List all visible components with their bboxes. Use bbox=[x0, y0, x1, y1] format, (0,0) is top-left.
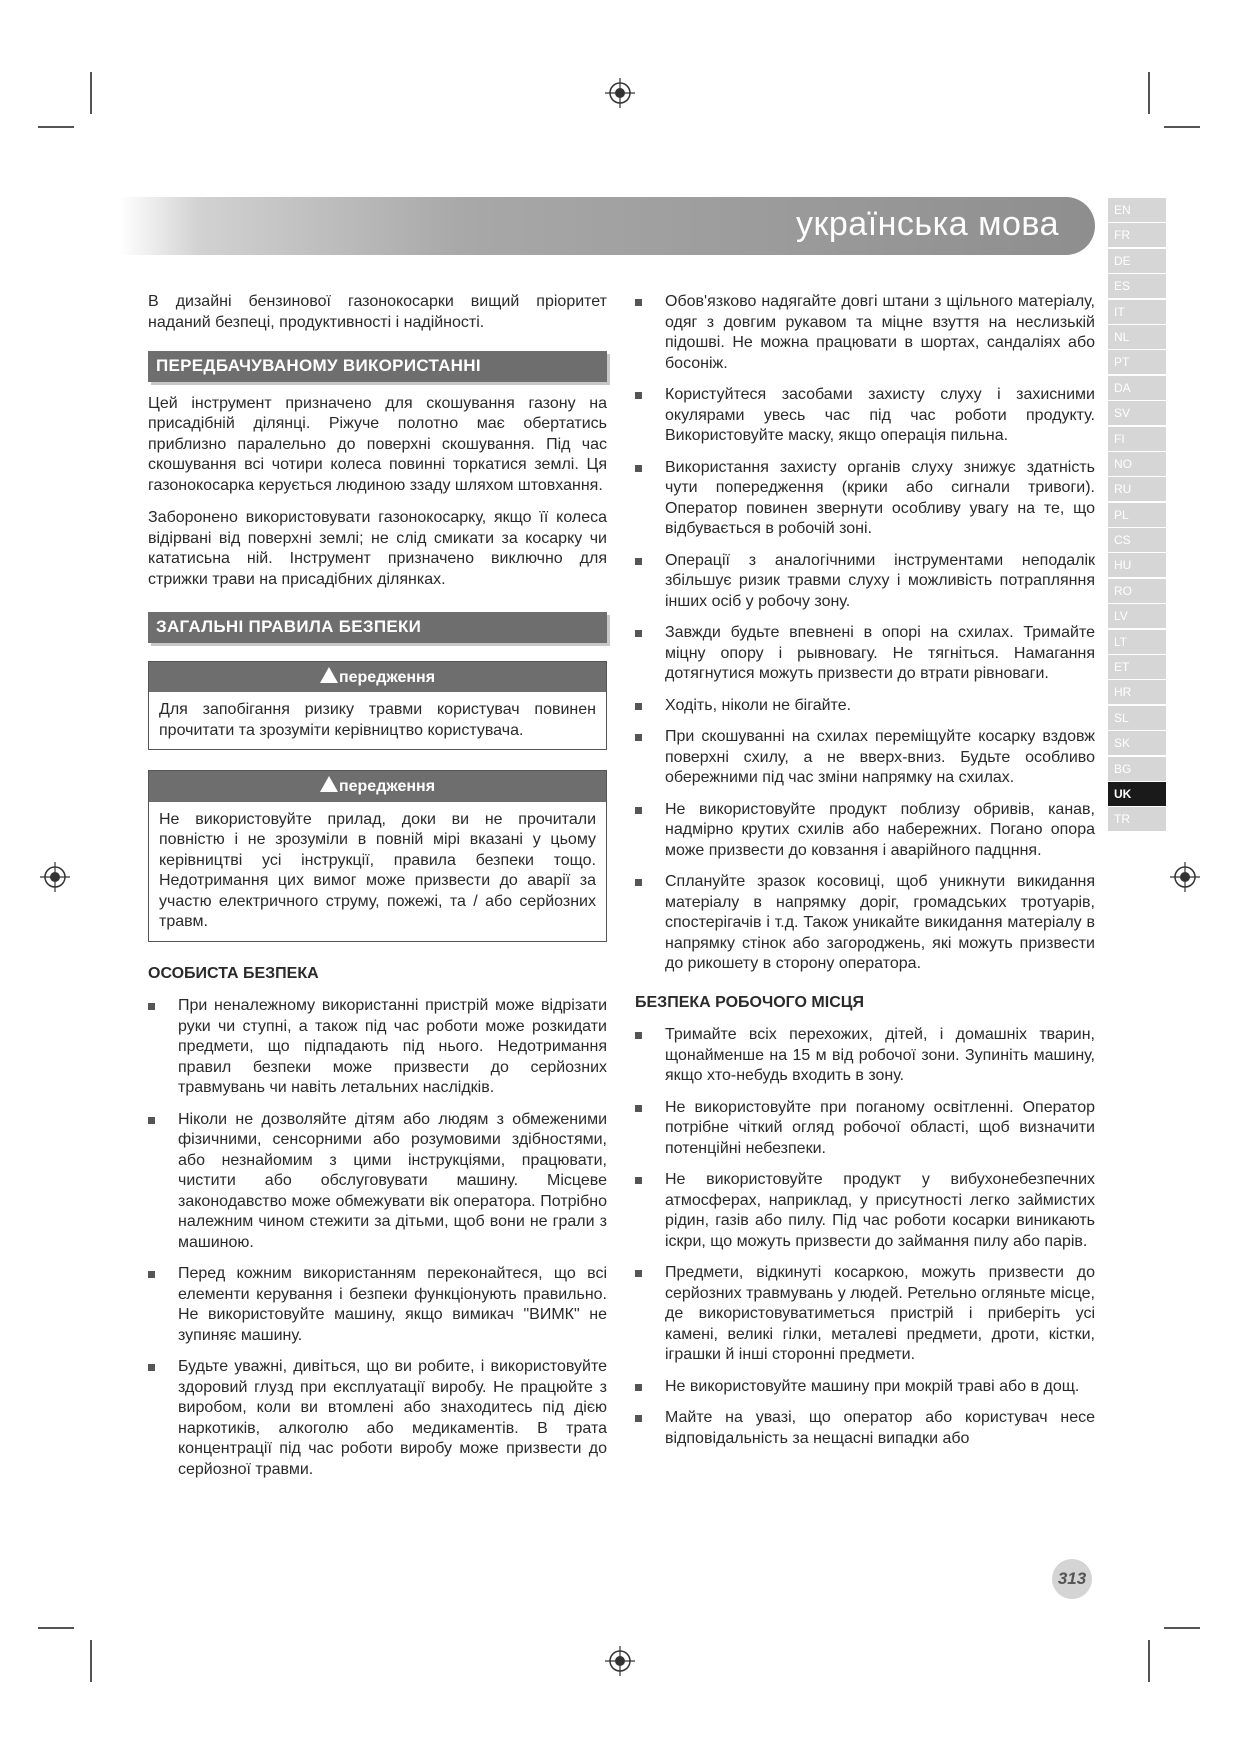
bullet-square-icon bbox=[635, 299, 642, 306]
intended-use-paragraph-1: Цей інструмент призначено для скошування газону на присадібній ділянці. Ріжуче полотно має обертатись приблизно паралельно до поверхні скошування. Під час скошування всі чотири колеса повинні торкатися землі. Ця газонокосарка керується людиною ззаду шляхом штовхання. bbox=[148, 394, 607, 494]
language-tab-hr[interactable]: HR bbox=[1108, 680, 1166, 704]
crop-mark bbox=[38, 1627, 74, 1629]
language-tab-nl[interactable]: NL bbox=[1108, 325, 1166, 349]
list-item-text: При неналежному використанні пристрій може відрізати руки чи ступні, а також під час роботи може розкидати предмети, що підпадають під нього. Недотримання правил безпеки може призвести до серйозних травмувань чи навіть летальних наслідків. bbox=[178, 997, 607, 1096]
language-tab-bar bbox=[1108, 198, 1166, 833]
list-item-text: Ходіть, ніколи не бігайте. bbox=[665, 696, 852, 714]
language-tab-no[interactable]: NO bbox=[1108, 452, 1166, 476]
list-item bbox=[635, 1025, 1095, 1087]
language-tab-fr[interactable]: FR bbox=[1108, 223, 1166, 247]
language-tab-ro[interactable]: RO bbox=[1108, 579, 1166, 603]
section-title-intended-use: ПЕРЕДБАЧУВАНОМУ ВИКОРИСТАННІ bbox=[148, 351, 607, 382]
page-number: 313 bbox=[1052, 1559, 1092, 1599]
list-item-text: При скошуванні на схилах переміщуйте косарку вздовж поверхні схилу, а не вверх-вниз. Будьте особливо обережними під час зміни напрямку на схилах. bbox=[665, 728, 1095, 786]
bullet-square-icon bbox=[635, 1032, 642, 1039]
language-tab-cs[interactable]: CS bbox=[1108, 528, 1166, 552]
language-tab-fi[interactable]: FI bbox=[1108, 427, 1166, 451]
warning-text: Не використовуйте прилад, доки ви не прочитали повністю і не зрозуміли в повній мірі вказані у цьому керівництві усі інструкції, правила безпеки тощо. Недотримання цих вимог може призвести до аварії за участю електричного струму, пожежі, та / або серйозних травм. bbox=[159, 810, 596, 930]
list-item bbox=[635, 458, 1095, 540]
subheading-workplace-safety: БЕЗПЕКА РОБОЧОГО МІСЦЯ bbox=[635, 993, 864, 1011]
list-item bbox=[148, 996, 607, 1099]
crop-mark bbox=[90, 1640, 92, 1682]
language-tab-lt[interactable]: LT bbox=[1108, 630, 1166, 654]
warning-label: передження bbox=[338, 778, 436, 795]
list-item bbox=[635, 1170, 1095, 1252]
list-item bbox=[635, 1408, 1095, 1449]
crop-mark bbox=[38, 126, 74, 128]
list-item-text: Використання захисту органів слуху знижує здатність чути попередження (крики або сигнали тривоги). Оператор повинен звернути особливу увагу на те, що відбувається в робочій зоні. bbox=[665, 458, 1095, 537]
language-tab-da[interactable]: DA bbox=[1108, 376, 1166, 400]
list-item-text: Не використовуйте продукт поблизу обривів, канав, надмірно крутих схилів або набережних. Погано опора може призвести до ковзання і аварійного падцння. bbox=[665, 800, 1095, 859]
language-tab-uk[interactable]: UK bbox=[1108, 782, 1166, 806]
list-item-text: Завжди будьте впевнені в опорі на схилах. Тримайте міцну опору і рывновагу. Не тягніться. Намагання дотягнутися можуть призвести до втрати рівноваги. bbox=[665, 624, 1095, 682]
list-item-text: Перед кожним використанням переконайтеся, що всі елементи керування і безпеки функціонують правильно. Не використовуйте машину, якщо вимикач "ВИМК" не зупиняє машину. bbox=[178, 1265, 607, 1344]
warning-header bbox=[149, 662, 606, 693]
list-item bbox=[635, 1377, 1095, 1398]
list-item bbox=[635, 800, 1095, 862]
list-item-text: Не використовуйте продукт у вибухонебезпечних атмосферах, наприклад, у присутності легко займистих рідин, газів або пилу. Під час роботи косарки виникають іскри, що можуть призвести до займання пилу або парів. bbox=[665, 1171, 1095, 1250]
left-column bbox=[148, 292, 607, 1491]
crop-mark bbox=[1164, 1627, 1200, 1629]
section-title-general-safety: ЗАГАЛЬНІ ПРАВИЛА БЕЗПЕКИ bbox=[148, 612, 607, 643]
language-tab-it[interactable]: IT bbox=[1108, 300, 1166, 324]
warning-box bbox=[148, 661, 607, 751]
list-item bbox=[635, 551, 1095, 613]
bullet-square-icon bbox=[148, 1271, 155, 1278]
language-tab-ru[interactable]: RU bbox=[1108, 477, 1166, 501]
language-header-band bbox=[120, 197, 1095, 255]
crop-mark bbox=[90, 72, 92, 114]
bullet-square-icon bbox=[635, 1177, 642, 1184]
list-item bbox=[635, 292, 1095, 374]
intro-paragraph: В дизайні бензинової газонокосарки вищий пріоритет наданий безпеці, продуктивності і надійності. bbox=[148, 293, 607, 331]
language-tab-es[interactable]: ES bbox=[1108, 274, 1166, 298]
warning-text: Для запобігання ризику травми користувач повинен прочитати та зрозуміти керівництво користувача. bbox=[159, 701, 596, 739]
bullet-square-icon bbox=[635, 807, 642, 814]
bullet-square-icon bbox=[635, 465, 642, 472]
workplace-safety-list bbox=[635, 1025, 1095, 1449]
list-item bbox=[635, 385, 1095, 447]
personal-safety-list-continued bbox=[635, 292, 1095, 975]
bullet-square-icon bbox=[635, 1415, 642, 1422]
list-item bbox=[635, 696, 1095, 717]
list-item bbox=[148, 1264, 607, 1346]
language-tab-pt[interactable]: PT bbox=[1108, 350, 1166, 374]
crop-mark bbox=[1148, 72, 1150, 114]
language-tab-de[interactable]: DE bbox=[1108, 249, 1166, 273]
list-item-text: Предмети, відкинуті косаркою, можуть призвести до серйозних травмувань у людей. Ретельно огляньте місце, де використовуватиметься пристрій і приберіть усі камені, великі гілки, металеві предмети, дроти, кістки, іграшки й інші сторонні предмети. bbox=[665, 1264, 1095, 1363]
list-item bbox=[635, 1263, 1095, 1366]
language-tab-bg[interactable]: BG bbox=[1108, 757, 1166, 781]
list-item bbox=[635, 872, 1095, 975]
list-item-text: Будьте уважні, дивіться, що ви робите, і використовуйте здоровий глузд при експлуатації виробу. Не працюйте з виробом, коли ви втомлені або знаходитесь під дією наркотиків, алкоголю або медикаментів. В трата концентрації під час роботи виробу може призвести до серйозної травми. bbox=[178, 1358, 607, 1478]
list-item-text: Операції з аналогічними інструментами неподалік збільшує ризик травми слуху і можливість потрапляння інших осіб у робочу зону. bbox=[665, 551, 1095, 610]
right-column bbox=[635, 292, 1095, 1460]
bullet-square-icon bbox=[635, 1384, 642, 1391]
language-tab-sv[interactable]: SV bbox=[1108, 401, 1166, 425]
language-tab-lv[interactable]: LV bbox=[1108, 604, 1166, 628]
list-item bbox=[148, 1357, 607, 1480]
bullet-square-icon bbox=[635, 734, 642, 741]
list-item-text: Користуйтеся засобами захисту слуху і захисними окулярами увесь час під час роботи продукту. Використовуйте маску, якщо операція пильна. bbox=[665, 386, 1095, 444]
list-item-text: Не використовуйте машину при мокрій траві або в дощ. bbox=[665, 1377, 1080, 1395]
list-item bbox=[635, 727, 1095, 789]
page-title: українська мова bbox=[796, 205, 1059, 243]
registration-mark-icon bbox=[1170, 862, 1200, 892]
language-tab-sl[interactable]: SL bbox=[1108, 706, 1166, 730]
crop-mark bbox=[1148, 1640, 1150, 1682]
registration-mark-icon bbox=[40, 862, 70, 892]
bullet-square-icon bbox=[635, 630, 642, 637]
list-item-text: Обов'язково надягайте довгі штани з щільного матеріалу, одяг з довгим рукавом та міцне взуття на неслизькій підошві. Не можна працювати в шортах, сандаліях або босоніж. bbox=[665, 293, 1095, 372]
list-item-text: Не використовуйте при поганому освітленні. Оператор потрібне чіткий огляд робочої області, щоб визначити потенційні небезпеки. bbox=[665, 1098, 1095, 1157]
personal-safety-list bbox=[148, 996, 607, 1480]
language-tab-sk[interactable]: SK bbox=[1108, 731, 1166, 755]
bullet-square-icon bbox=[635, 558, 642, 565]
registration-mark-icon bbox=[605, 1646, 635, 1676]
warning-box bbox=[148, 770, 607, 942]
list-item-text: Тримайте всіх перехожих, дітей, і домашніх тварин, щонайменше на 15 м від робочої зони. Зупиніть машину, якщо хто-небудь входить в зону. bbox=[665, 1026, 1095, 1084]
bullet-square-icon bbox=[635, 879, 642, 886]
list-item-text: Майте на увазі, що оператор або користувач несе відповідальність за нещасні випадки або bbox=[665, 1409, 1095, 1447]
bullet-square-icon bbox=[635, 1270, 642, 1277]
subheading-personal-safety: ОСОБИСТА БЕЗПЕКА bbox=[148, 964, 319, 982]
bullet-square-icon bbox=[148, 1364, 155, 1371]
list-item bbox=[148, 1110, 607, 1254]
bullet-square-icon bbox=[635, 703, 642, 710]
crop-mark bbox=[1164, 126, 1200, 128]
warning-label: передження bbox=[338, 668, 436, 686]
language-tab-tr[interactable]: TR bbox=[1108, 807, 1166, 831]
bullet-square-icon bbox=[635, 392, 642, 399]
language-tab-en[interactable]: EN bbox=[1108, 198, 1166, 222]
language-tab-et[interactable]: ET bbox=[1108, 655, 1166, 679]
warning-header bbox=[149, 771, 606, 802]
bullet-square-icon bbox=[635, 1105, 642, 1112]
bullet-square-icon bbox=[148, 1003, 155, 1010]
list-item-text: Сплануйте зразок косовиці, щоб уникнути викидання матеріалу в напрямку доріг, громадських тротуарів, спостерігачів і т.д. Також уникайте викидання матеріалу в напрямку стінок або загороджень, які можуть призвести до рикошету в сторону оператора. bbox=[665, 873, 1095, 972]
list-item bbox=[635, 1098, 1095, 1160]
intended-use-paragraph-2: Заборонено використовувати газонокосарку, якщо її колеса відірвані від поверхні землі; не слід смикати за косарку чи кататисьна ній. Інструмент призначено виключно для стрижки трави на присадібних ділянках. bbox=[148, 509, 607, 588]
warning-triangle-icon bbox=[320, 776, 338, 792]
language-tab-hu[interactable]: HU bbox=[1108, 553, 1166, 577]
list-item-text: Ніколи не дозволяйте дітям або людям з обмеженими фізичними, сенсорними або розумовими здібностями, або незнайомим з цими інструкціями, працювати, чистити або обслуговувати машину. Місцеве законодавство може обмежувати вік оператора. Потрібно належним чином стежити за дітьми, щоб вони не грали з машиною. bbox=[178, 1110, 607, 1251]
registration-mark-icon bbox=[605, 78, 635, 108]
list-item bbox=[635, 623, 1095, 685]
bullet-square-icon bbox=[148, 1117, 155, 1124]
language-tab-pl[interactable]: PL bbox=[1108, 503, 1166, 527]
warning-triangle-icon bbox=[320, 667, 338, 683]
